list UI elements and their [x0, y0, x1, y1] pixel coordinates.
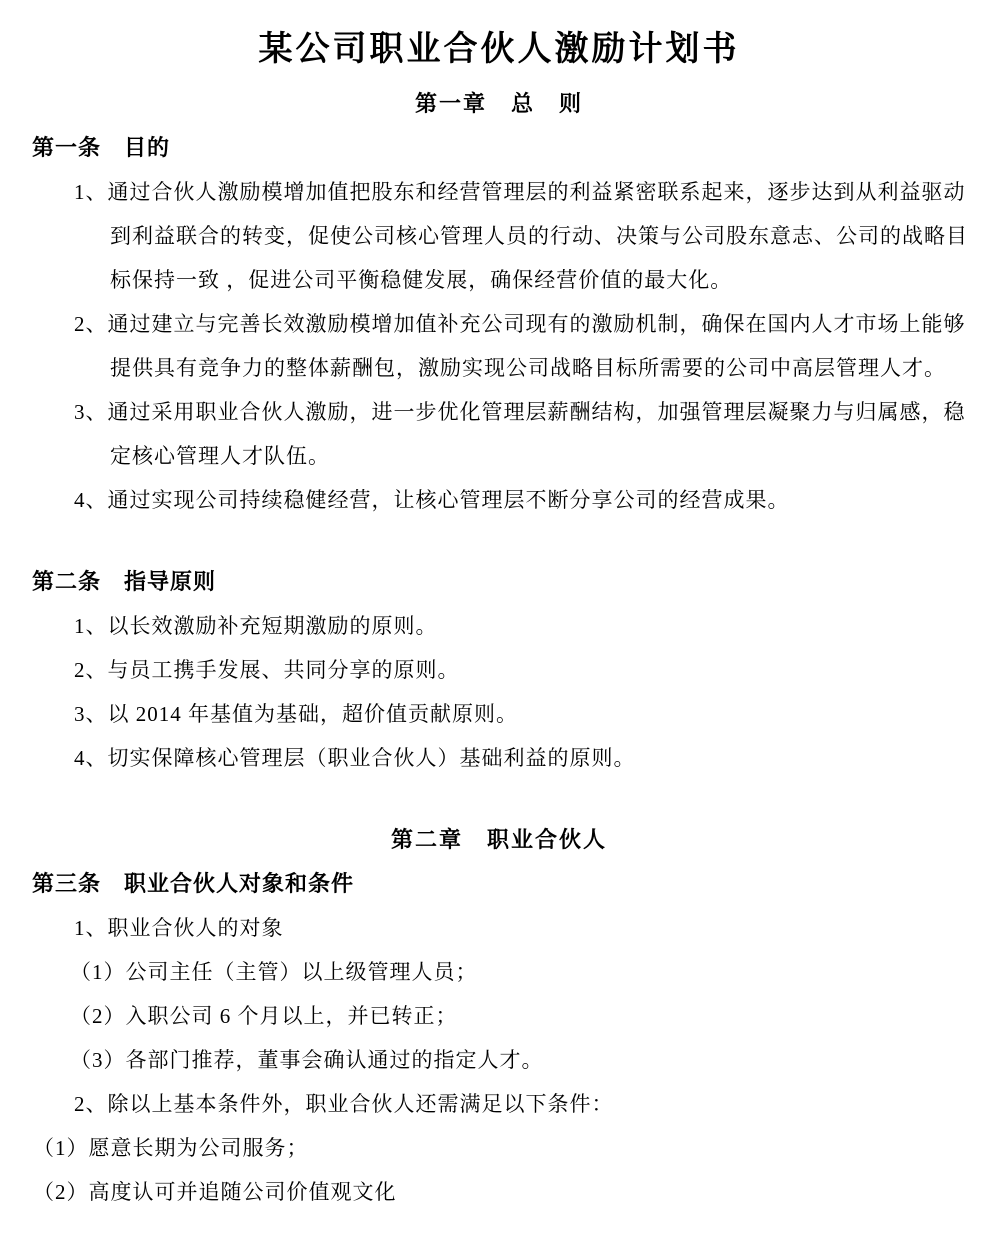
list-item [32, 390, 966, 478]
paragraph-line: 标保持一致 ，促进公司平衡稳健发展，确保经营价值的最大化。 [110, 268, 733, 292]
paragraph-line: 1、通过合伙人激励模增加值把股东和经营管理层的利益紧密联系起来，逐步达到从利益驱动 [74, 180, 966, 204]
document-page [0, 20, 998, 1247]
list-item [32, 170, 966, 302]
list-item [32, 478, 966, 522]
paragraph-line: 2、通过建立与完善长效激励模增加值补充公司现有的激励机制，确保在国内人才市场上能够 [74, 312, 966, 336]
list-item: （2）高度认可并追随公司价值观文化 [33, 1180, 397, 1204]
paragraph-line: 4、通过实现公司持续稳健经营，让核心管理层不断分享公司的经营成果。 [74, 488, 790, 512]
paragraph-line: 提供具有竞争力的整体薪酬包，激励实现公司战略目标所需要的公司中高层管理人才。 [110, 356, 946, 380]
list-item: （2）入职公司 6 个月以上，并已转正； [70, 1004, 458, 1028]
chapter-2-heading: 第二章 职业合伙人 [390, 827, 607, 852]
list-item: 3、以 2014 年基值为基础，超价值贡献原则。 [74, 702, 518, 726]
paragraph-line: 到利益联合的转变，促使公司核心管理人员的行动、决策与公司股东意志、公司的战略目 [110, 224, 968, 248]
article-2-heading: 第二条 指导原则 [32, 569, 217, 594]
paragraph-line: 定核心管理人才队伍。 [110, 444, 330, 468]
article-3-body [32, 906, 966, 1214]
list-item: 2、除以上基本条件外，职业合伙人还需满足以下条件： [74, 1092, 614, 1116]
doc-title: 某公司职业合伙人激励计划书 [258, 30, 740, 68]
list-item: （1）愿意长期为公司服务； [33, 1136, 309, 1160]
article-1-heading: 第一条 目的 [32, 135, 171, 160]
article-1-body [32, 170, 966, 522]
list-item: （3）各部门推荐，董事会确认通过的指定人才。 [70, 1048, 544, 1072]
list-item [32, 302, 966, 390]
article-3-heading: 第三条 职业合伙人对象和条件 [32, 871, 355, 896]
paragraph-line: 3、通过采用职业合伙人激励，进一步优化管理层薪酬结构，加强管理层凝聚力与归属感，稳 [74, 400, 966, 424]
list-item: 4、切实保障核心管理层（职业合伙人）基础利益的原则。 [74, 746, 636, 770]
list-item: （1）公司主任（主管）以上级管理人员； [70, 960, 478, 984]
list-item: 1、以长效激励补充短期激励的原则。 [74, 614, 438, 638]
list-item: 2、与员工携手发展、共同分享的原则。 [74, 658, 460, 682]
list-item: 1、职业合伙人的对象 [74, 916, 284, 940]
article-2-body [32, 604, 966, 780]
chapter-1-heading: 第一章 总 则 [414, 91, 583, 116]
